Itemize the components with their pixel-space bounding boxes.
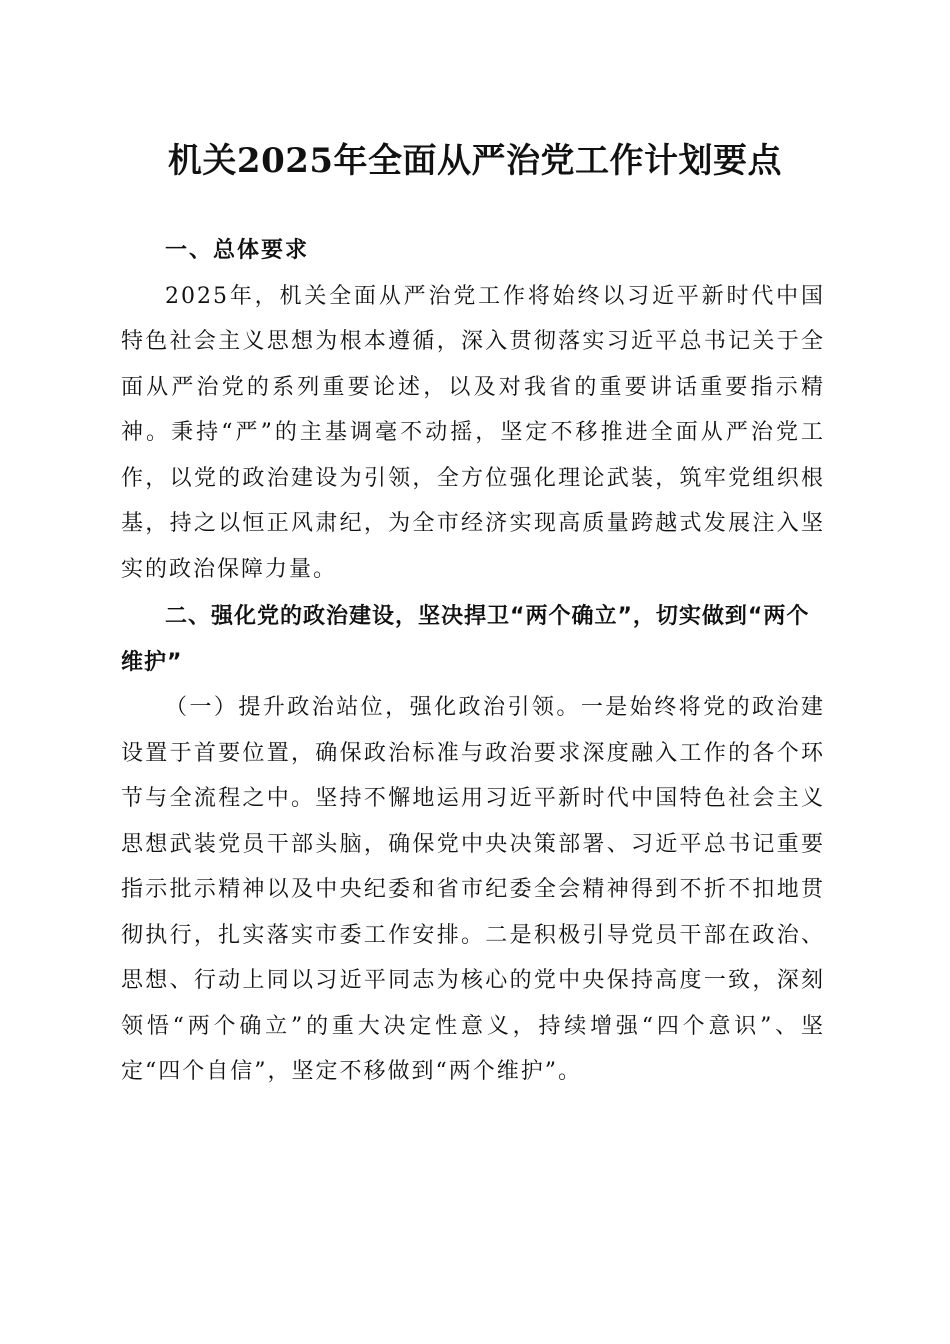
section-heading-political-construction: 二、强化党的政治建设，坚决捍卫“两个确立”，切实做到“两个维护” <box>121 604 810 675</box>
document-title: 机关2025年全面从严治党工作计划要点 <box>167 141 783 181</box>
section-heading-overall-requirements: 一、总体要求 <box>165 238 310 263</box>
subsection-heading-political-stance: （一）提升政治站位，强化政治引领。 <box>165 695 581 720</box>
section-paragraph-overall-requirements: 2025年，机关全面从严治党工作将始终以习近平新时代中国特色社会主义思想为根本遵循，深入贯彻落实习近平总书记关于全面从严治党的系列重要论述，以及对我省的重要讲话重要指示精神。秉持“严”的主基调毫不动摇，坚定不移推进全面从严治党工作，以党的政治建设为引领，全方位强化理论武装，筑牢党组织根基，持之以恒正风肃纪，为全市经济实现高质量跨越式发展注入坚实的政治保障力量。 <box>121 283 825 582</box>
section-paragraph-political-stance <box>121 685 825 1095</box>
document-body <box>121 228 825 1095</box>
subsection-text-political-stance: 一是始终将党的政治建设置于首要位置，确保政治标准与政治要求深度融入工作的各个环节与全流程之中。坚持不懈地运用习近平新时代中国特色社会主义思想武装党员干部头脑，确保党中央决策部署、习近平总书记重要指示批示精神以及中央纪委和省市纪委全会精神得到不折不扣地贯彻执行，扎实落实市委工作安排。二是积极引导党员干部在政治、思想、行动上同以习近平同志为核心的党中央保持高度一致，深刻领悟“两个确立”的重大决定性意义，持续增强“四个意识”、坚定“四个自信”，坚定不移做到“两个维护”。 <box>121 695 825 1084</box>
